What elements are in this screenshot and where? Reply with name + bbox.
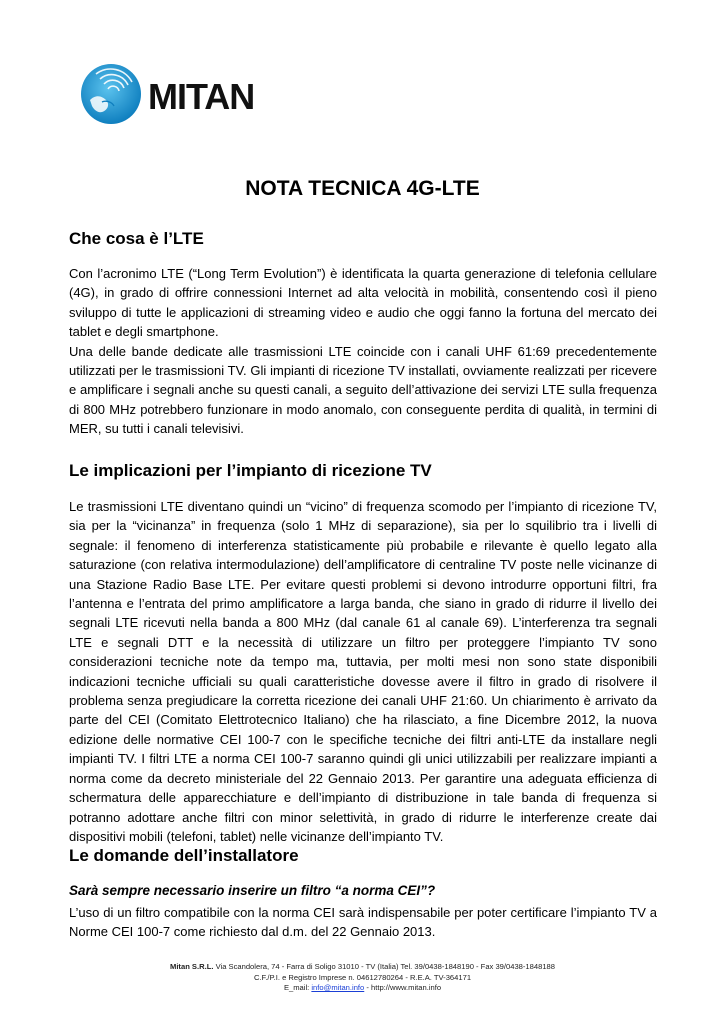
footer-address-line [0,962,725,973]
paragraph-implications: Le trasmissioni LTE diventano quindi un “vicino” di frequenza scomodo per l’impianto di ricezione TV, sia per la “vicinanza” in frequenza (solo 1 MHz di separazione), sia per lo squilibrio tra i livelli di segnale: il fenomeno di interferenza statisticamente più probabile e rilevante è quello legato alla saturazione (con relativa intermodulazione) dell’amplificatore di centraline TV poste nelle vicinanze di una Stazione Radio Base LTE. Per evitare questi problemi si devono introdurre opportuni filtri, fra l’antenna e l’entrata del primo amplificatore a larga banda, che siano in grado di ridurre il livello dei segnali LTE ricevuti nella banda a 800 MHz (dal canale 61 al canale 69). L’interferenza tra segnali LTE e segnali DTT e la necessità di utilizzare un filtro per proteggere l’impianto TV sono considerazioni tecniche note da tempo ma, tuttavia, per molti mesi non sono state disponibili indicazioni tecniche ufficiali su quali caratteristiche dovesse avere il filtro in grado di risolvere il problema senza pregiudicare la corretta ricezione dei canali UHF 21:60. Un chiarimento è arrivato da parte del CEI (Comitato Elettrotecnico Italiano) che ha rilasciato, a fine Dicembre 2012, la nuova edizione delle normative CEI 100-7 con le specifiche tecniche dei filtri anti-LTE da installare negli impianti TV. I filtri LTE a norma CEI 100-7 saranno quindi gli unici utilizzabili per realizzare impianti a norma come da decreto ministeriale del 22 Gennaio 2013. Per garantire una adeguata efficienza di schermatura delle apparecchiature e dell’impianto di distribuzione in tale banda di frequenza si potranno adottare anche filtri con minor selettività, in grado di ridurre le interferenze create dai dispositivi mobili (telefoni, tablet) nelle vicinanze dell’impianto TV. [69,499,657,844]
footer-company: Mitan S.R.L. [170,962,214,971]
document-title: NOTA TECNICA 4G-LTE [245,177,480,200]
footer-address: Via Scandolera, 74 - Farra di Soligo 31010 - TV (Italia) Tel. 39/0438-1848190 - Fax 39/0438-1848188 [215,962,555,971]
paragraph-lte-definition: Con l’acronimo LTE (“Long Term Evolution”) è identificata la quarta generazione di telefonia cellulare (4G), in grado di offrire connessioni Internet ad alta velocità in mobilità, consentendo così il pieno sviluppo di tutte le applicazioni di streaming video e audio che oggi fanno la fortuna del mercato dei tablet e degli smartphone. [69,266,657,340]
page-footer [0,962,725,994]
section-heading-installer-questions: Le domande dell’installatore [69,846,299,865]
brand-name: MITAN [148,76,255,117]
paragraph-lte-band: Una delle bande dedicate alle trasmissioni LTE coincide con i canali UHF 61:69 precedentemente utilizzati per le trasmissioni TV. Gli impianti di ricezione TV installati, ovviamente realizzati per ricevere e amplificare i segnali anche su questi canali, a seguito dell’attivazione dei servizi LTE sulla frequenza di 800 MHz potrebbero funzionare in modo anomalo, con conseguente perdita di qualità, in termini di MER, su tutti i canali televisivi. [69,343,657,437]
section-heading-lte: Che cosa è l’LTE [69,229,204,248]
faq-question: Sarà sempre necessario inserire un filtro “a norma CEI”? [69,883,436,898]
faq-answer: L’uso di un filtro compatibile con la norma CEI sarà indispensabile per poter certificare l’impianto TV a Norme CEI 100-7 come richiesto dal d.m. del 22 Gennaio 2013. [69,905,657,940]
footer-contacts [0,983,725,994]
footer-email-link[interactable]: info@mitan.info [311,983,365,992]
mitan-logo [78,60,278,126]
footer-registry: C.F./P.I. e Registro Imprese n. 04612780264 - R.E.A. TV-364171 [253,972,472,982]
section-heading-implications: Le implicazioni per l’impianto di ricezione TV [69,461,432,480]
mitan-signal-hand-icon [78,60,144,126]
footer-email-prefix: E_mail: [283,983,312,992]
footer-website: - http://www.mitan.info [364,983,442,992]
